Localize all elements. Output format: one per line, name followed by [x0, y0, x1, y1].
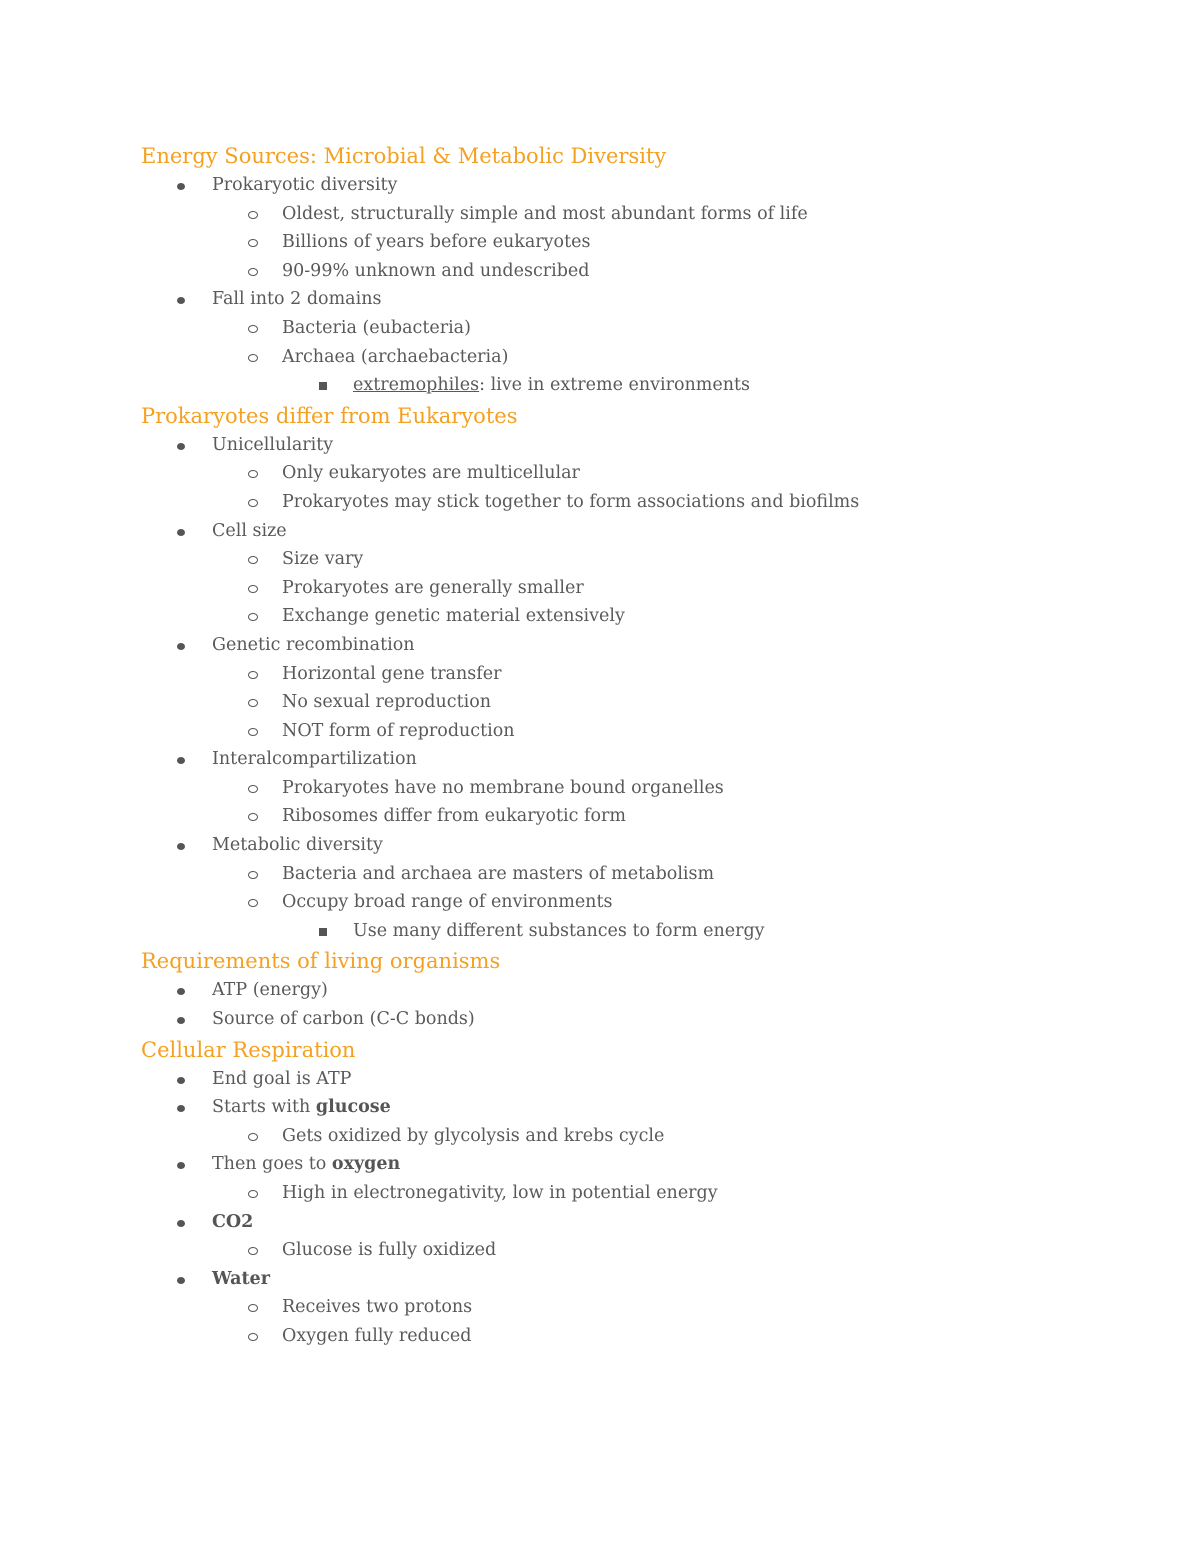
bullet-circle-icon — [248, 257, 258, 286]
bold-term: glucose — [315, 1097, 391, 1118]
list-item — [141, 860, 1141, 889]
list-item — [141, 1322, 1141, 1351]
list-item-text: Oldest, structurally simple and most abundant forms of life — [282, 203, 808, 224]
list-item-text: Exchange genetic material extensively — [282, 606, 625, 627]
list-item — [141, 171, 1141, 200]
bullet-circle-icon — [248, 1179, 258, 1208]
list-item — [141, 488, 1141, 517]
list-item-text: ATP (energy) — [212, 980, 328, 1001]
bullet-disc-icon — [177, 631, 185, 660]
underlined-term: extremophiles — [353, 375, 480, 396]
bullet-disc-icon — [177, 171, 185, 200]
list-item-text: Then goes to — [212, 1154, 332, 1175]
list-item-text: Archaea (archaebacteria) — [282, 346, 509, 367]
list-item — [141, 574, 1141, 603]
list-item — [141, 745, 1141, 774]
section-heading: Prokaryotes differ from Eukaryotes — [141, 403, 518, 428]
list-item-text: Ribosomes differ from eukaryotic form — [282, 806, 626, 827]
bullet-circle-icon — [248, 314, 258, 343]
bullet-disc-icon — [177, 517, 185, 546]
list-item — [141, 688, 1141, 717]
bullet-disc-icon — [177, 1065, 185, 1094]
list-item — [141, 371, 1141, 400]
bullet-disc-icon — [177, 831, 185, 860]
list-item — [141, 717, 1141, 746]
bullet-disc-icon — [177, 1093, 185, 1122]
bullet-circle-icon — [248, 802, 258, 831]
bullet-circle-icon — [248, 228, 258, 257]
list-item — [141, 459, 1141, 488]
list-item-text: Prokaryotes may stick together to form associations and biofilms — [282, 491, 860, 512]
list-item — [141, 631, 1141, 660]
list-item — [141, 1150, 1141, 1179]
section-heading: Energy Sources: Microbial & Metabolic Diversity — [141, 144, 667, 168]
list-item-text: Prokaryotes have no membrane bound organelles — [282, 777, 724, 798]
bullet-circle-icon — [248, 1122, 258, 1151]
list-item — [141, 431, 1141, 460]
section-heading: Cellular Respiration — [141, 1037, 356, 1062]
list-item-text: Unicellularity — [212, 434, 334, 455]
list-item-text: Metabolic diversity — [212, 835, 383, 856]
list-item-text: Horizontal gene transfer — [282, 663, 502, 684]
list-item-text: Size vary — [282, 549, 364, 570]
list-item — [141, 831, 1141, 860]
list-item — [141, 1093, 1141, 1122]
list-item — [141, 1293, 1141, 1322]
bullet-circle-icon — [248, 688, 258, 717]
bullet-circle-icon — [248, 488, 258, 517]
list-item — [141, 917, 1141, 946]
list-item-text: Oxygen fully reduced — [282, 1325, 472, 1346]
list-item — [141, 888, 1141, 917]
list-item-text: NOT form of reproduction — [282, 720, 515, 741]
list-item — [141, 1179, 1141, 1208]
bullet-circle-icon — [248, 602, 258, 631]
bold-term: CO2 — [212, 1211, 254, 1232]
list-item-text: Glucose is fully oxidized — [282, 1240, 497, 1261]
list-item-text: End goal is ATP — [212, 1068, 352, 1089]
list-item-text: Fall into 2 domains — [212, 289, 382, 310]
list-item-text: Source of carbon (C-C bonds) — [212, 1009, 475, 1030]
bullet-circle-icon — [248, 1322, 258, 1351]
list-item-text: Starts with — [212, 1097, 316, 1118]
bullet-disc-icon — [177, 1150, 185, 1179]
bullet-circle-icon — [248, 860, 258, 889]
list-item — [141, 517, 1141, 546]
list-item — [141, 257, 1141, 286]
bullet-circle-icon — [248, 200, 258, 229]
list-item — [141, 228, 1141, 257]
list-item-text: Use many different substances to form energy — [353, 920, 765, 941]
list-item-text: Prokaryotic diversity — [212, 175, 398, 195]
document-body — [141, 142, 1141, 1351]
bullet-circle-icon — [248, 774, 258, 803]
list-item-text: Cell size — [212, 520, 287, 541]
list-item — [141, 545, 1141, 574]
bullet-disc-icon — [177, 285, 185, 314]
list-item — [141, 1122, 1141, 1151]
list-item — [141, 1005, 1141, 1034]
bullet-circle-icon — [248, 660, 258, 689]
bullet-square-icon — [319, 917, 327, 946]
bullet-disc-icon — [177, 431, 185, 460]
bullet-circle-icon — [248, 1293, 258, 1322]
list-item — [141, 602, 1141, 631]
bold-term: Water — [212, 1268, 270, 1289]
list-item-text: Only eukaryotes are multicellular — [282, 463, 580, 484]
bullet-disc-icon — [177, 1005, 185, 1034]
section-heading: Requirements of living organisms — [141, 949, 501, 974]
bullet-disc-icon — [177, 745, 185, 774]
bullet-square-icon — [319, 371, 327, 400]
bold-term: oxygen — [331, 1154, 401, 1175]
list-item — [141, 774, 1141, 803]
list-item — [141, 1065, 1141, 1094]
list-item-text: Genetic recombination — [212, 634, 415, 655]
bullet-circle-icon — [248, 545, 258, 574]
list-item — [141, 314, 1141, 343]
list-item — [141, 660, 1141, 689]
bullet-circle-icon — [248, 1236, 258, 1265]
list-item — [141, 976, 1141, 1005]
list-item-text: High in electronegativity, low in potential energy — [282, 1183, 718, 1203]
list-item-text: Interalcompartilization — [212, 749, 417, 770]
list-item-text: Bacteria and archaea are masters of metabolism — [282, 863, 715, 884]
list-item-text: Gets oxidized by glycolysis and krebs cycle — [282, 1125, 665, 1146]
bullet-circle-icon — [248, 343, 258, 372]
list-item-text: Receives two protons — [282, 1297, 473, 1318]
bullet-circle-icon — [248, 459, 258, 488]
list-item — [141, 802, 1141, 831]
list-item-text: No sexual reproduction — [282, 692, 492, 713]
list-item-text: 90-99% unknown and undescribed — [282, 260, 590, 281]
list-item-text: : live in extreme environments — [479, 375, 751, 396]
bullet-circle-icon — [248, 888, 258, 917]
bullet-circle-icon — [248, 717, 258, 746]
list-item-text: Prokaryotes are generally smaller — [282, 577, 584, 598]
bullet-disc-icon — [177, 1265, 185, 1294]
list-item — [141, 1265, 1141, 1294]
list-item — [141, 285, 1141, 314]
bullet-circle-icon — [248, 574, 258, 603]
list-item — [141, 343, 1141, 372]
bullet-disc-icon — [177, 1208, 185, 1237]
list-item — [141, 1208, 1141, 1237]
list-item — [141, 1236, 1141, 1265]
list-item — [141, 200, 1141, 229]
list-item-text: Bacteria (eubacteria) — [282, 317, 471, 338]
bullet-disc-icon — [177, 976, 185, 1005]
list-item-text: Billions of years before eukaryotes — [282, 232, 591, 253]
list-item-text: Occupy broad range of environments — [282, 892, 613, 913]
